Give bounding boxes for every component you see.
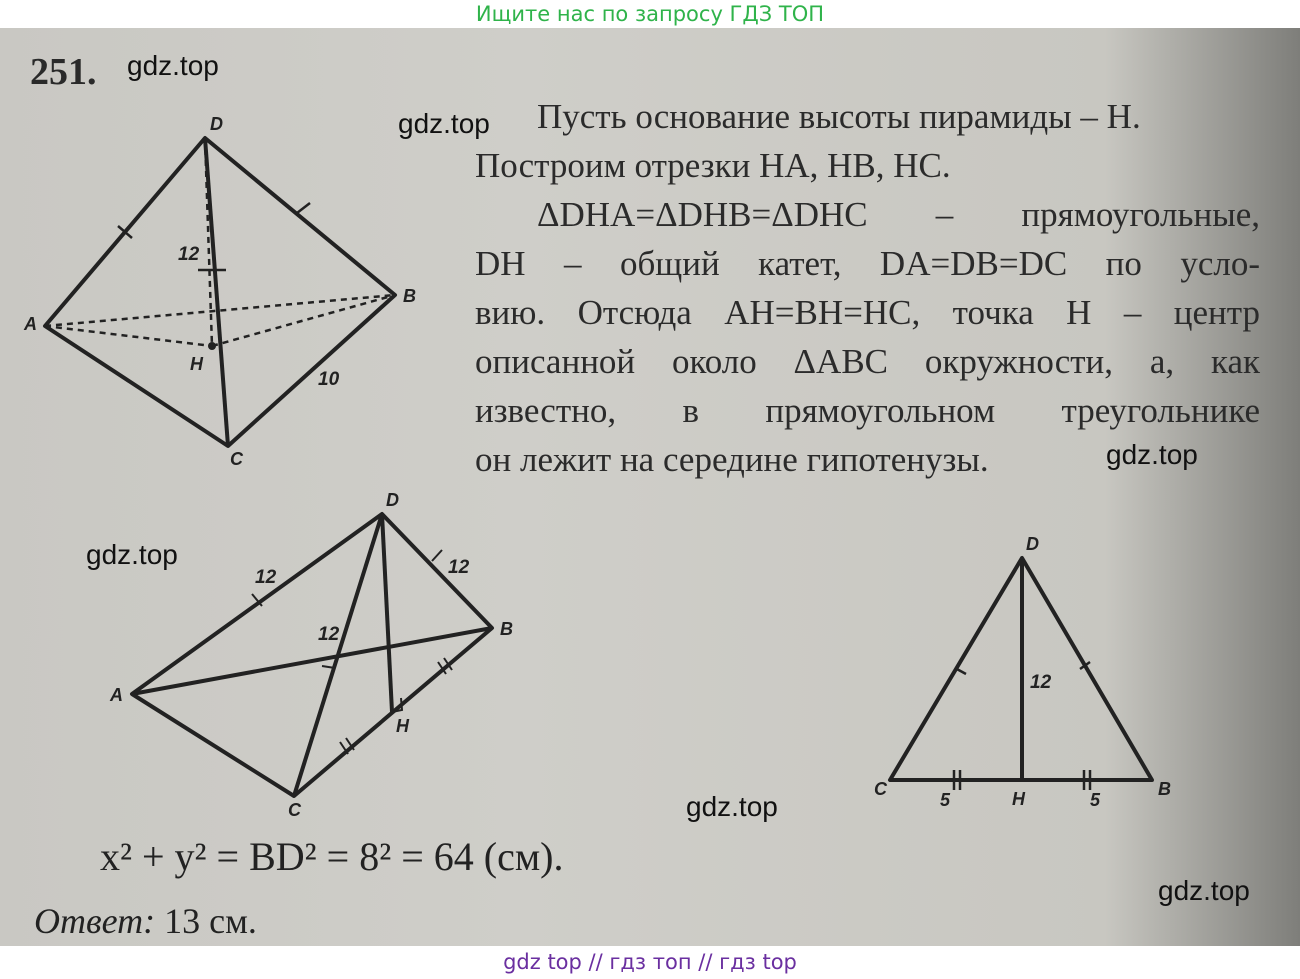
text-line: известно, в прямоугольном треугольнике xyxy=(475,391,1260,430)
label-edge-da: 12 xyxy=(255,567,277,588)
watermark: gdz.top xyxy=(86,539,178,570)
answer-value: 13 см. xyxy=(164,901,257,941)
watermark: gdz.top xyxy=(686,791,778,822)
textbook-page xyxy=(0,28,1300,946)
answer-label: Ответ: xyxy=(34,901,156,941)
label-a: A xyxy=(110,685,123,705)
label-height: 12 xyxy=(1030,672,1052,693)
text-line: он лежит на середине гипотенузы. xyxy=(475,440,989,479)
label-c: C xyxy=(288,800,301,820)
problem-number: 251. xyxy=(30,51,97,93)
watermark: gdz.top xyxy=(398,108,490,139)
triangle-figure xyxy=(0,28,1200,828)
text-line: ΔDHA=ΔDHB=ΔDHC – прямоугольные, xyxy=(537,195,1260,234)
text-line: описанной около ΔABC окружности, а, как xyxy=(475,342,1260,381)
top-banner: Ищите нас по запросу ГДЗ ТОП xyxy=(475,2,825,26)
watermark: gdz.top xyxy=(1106,439,1198,470)
text-line: Построим отрезки HA, HB, HC. xyxy=(475,146,951,185)
label-b: B xyxy=(403,286,416,306)
label-b: B xyxy=(1158,779,1171,799)
bottom-banner: gdz top // гдз топ // гдз top xyxy=(503,950,797,974)
label-edge-dc: 12 xyxy=(318,624,340,645)
text-line: DH – общий катет, DA=DB=DC по усло- xyxy=(475,244,1260,283)
label-edge: 10 xyxy=(318,369,340,390)
label-c: C xyxy=(874,779,887,799)
label-h: H xyxy=(396,716,409,736)
label-half-right: 5 xyxy=(1090,790,1101,810)
watermark: gdz.top xyxy=(1158,875,1250,906)
label-h: H xyxy=(1012,789,1025,809)
watermark: gdz.top xyxy=(127,50,219,81)
label-half-left: 5 xyxy=(940,790,951,810)
text-line: вию. Отсюда AH=BH=HC, точка H – центр xyxy=(475,293,1260,332)
label-edge-db: 12 xyxy=(448,557,470,578)
label-a: A xyxy=(24,314,37,334)
label-h: H xyxy=(190,354,203,374)
label-d: D xyxy=(1026,534,1039,554)
formula: x² + y² = BD² = 8² = 64 (см). xyxy=(100,834,564,879)
label-c: C xyxy=(230,449,243,469)
label-b: B xyxy=(500,619,513,639)
label-d: D xyxy=(210,114,223,134)
label-d: D xyxy=(386,490,399,510)
answer xyxy=(34,900,257,942)
label-height: 12 xyxy=(178,244,200,265)
text-line: Пусть основание высоты пирамиды – Н. xyxy=(537,97,1141,136)
